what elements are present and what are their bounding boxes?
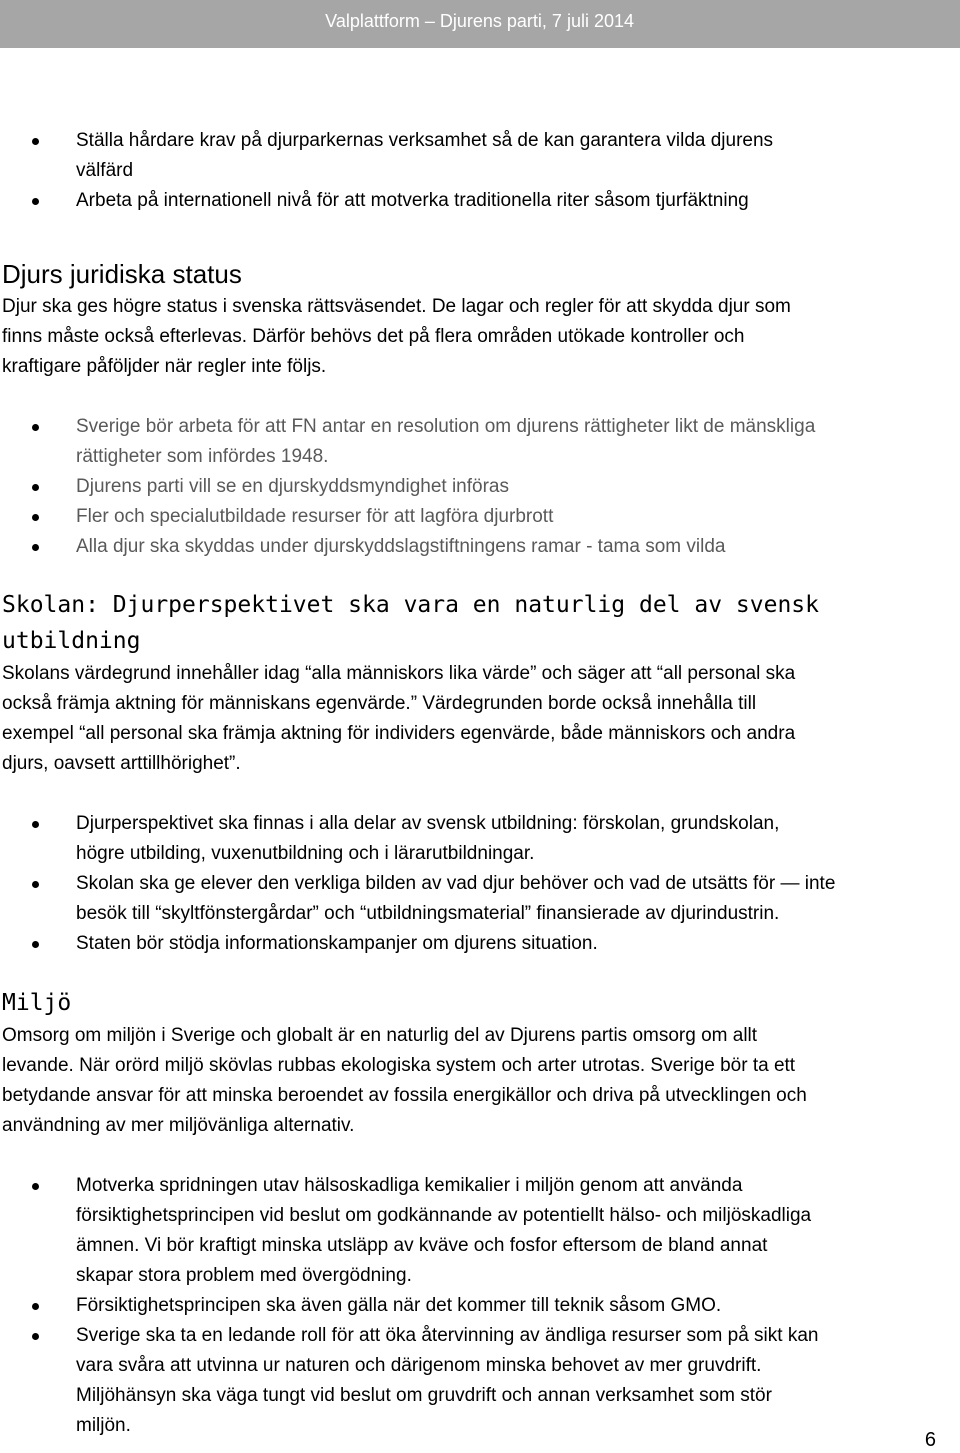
section-heading-juridiska: Djurs juridiska status (2, 259, 242, 289)
list-item: Försiktighetsprincipen ska även gälla när det kommer till teknik såsom GMO. (76, 1291, 960, 1321)
juridiska-list (0, 412, 960, 562)
list-item: Djurens parti vill se en djurskyddsmyndighet införas (76, 472, 960, 502)
list-item: Arbeta på internationell nivå för att motverka traditionella riter såsom tjurfäktning (76, 186, 960, 216)
juridiska-paragraph: Djur ska ges högre status i svenska rättsväsendet. De lagar och regler för att skydda djur som finns måste också efterlevas. Därför behövs det på flera områden utökade kontroller och kraftigare påföljder när regler inte följs. (2, 296, 791, 377)
miljo-list (0, 1171, 960, 1441)
list-item: Djurperspektivet ska finnas i alla delar av svensk utbildning: förskolan, grundskolan, högre utbilding, vuxenutbildning och i lärarutbildningar. (76, 809, 960, 869)
skolan-list (0, 809, 960, 959)
list-item: Sverige ska ta en ledande roll för att öka återvinning av ändliga resurser som på sikt kan vara svåra att utvinna ur naturen och därigenom minska behovet av mer gruvdrift. Miljöhänsyn ska väga tungt vid beslut om gruvdrift och annan verksamhet som stör miljön. (76, 1321, 960, 1441)
list-item: Fler och specialutbildade resurser för att lagföra djurbrott (76, 502, 960, 532)
miljo-paragraph: Omsorg om miljön i Sverige och globalt är en naturlig del av Djurens partis omsorg om allt levande. När orörd miljö skövlas rubbas ekologiska system och arter utrotas. Sverige bör ta ett betydande ansvar för att minska beroendet av fossila energikällor och driva på utvecklingen och användning av mer miljövänliga alternativ. (2, 1025, 807, 1136)
skolan-paragraph: Skolans värdegrund innehåller idag “alla människors lika värde” och säger att “all personal ska också främja aktning för människans egenvärde.” Värdegrunden borde också innehålla till exempel “all personal ska främja aktning för individers egenvärde, både människors och andra djurs, oavsett arttillhörighet”. (2, 663, 796, 774)
section-heading-skolan: Skolan: Djurperspektivet ska vara en naturlig del av svensk utbildning (2, 592, 819, 654)
document-body (0, 126, 960, 1441)
list-item: Ställa hårdare krav på djurparkernas verksamhet så de kan garantera vilda djurens välfärd (76, 126, 960, 186)
list-item: Sverige bör arbeta för att FN antar en resolution om djurens rättigheter likt de mänskliga rättigheter som infördes 1948. (76, 412, 960, 472)
list-item: Motverka spridningen utav hälsoskadliga kemikalier i miljön genom att använda försiktighetsprincipen vid beslut om godkännande av potentiellt hälso- och miljöskadliga ämnen. Vi bör kraftigt minska utsläpp av kväve och fosfor eftersom de bland annat skapar stora problem med övergödning. (76, 1171, 960, 1291)
header-title: Valplattform – Djurens parti, 7 juli 2014 (325, 11, 634, 31)
list-item: Skolan ska ge elever den verkliga bilden av vad djur behöver och vad de utsätts för — inte besök till “skyltfönstergårdar” och “utbildningsmaterial” finansierade av djurindustrin. (76, 869, 960, 929)
page-header (0, 0, 960, 48)
intro-list (0, 126, 960, 216)
page-number: 6 (924, 1429, 936, 1451)
list-item: Staten bör stödja informationskampanjer om djurens situation. (76, 929, 960, 959)
section-heading-miljo: Miljö (2, 990, 72, 1016)
list-item: Alla djur ska skyddas under djurskyddslagstiftningens ramar - tama som vilda (76, 532, 960, 562)
